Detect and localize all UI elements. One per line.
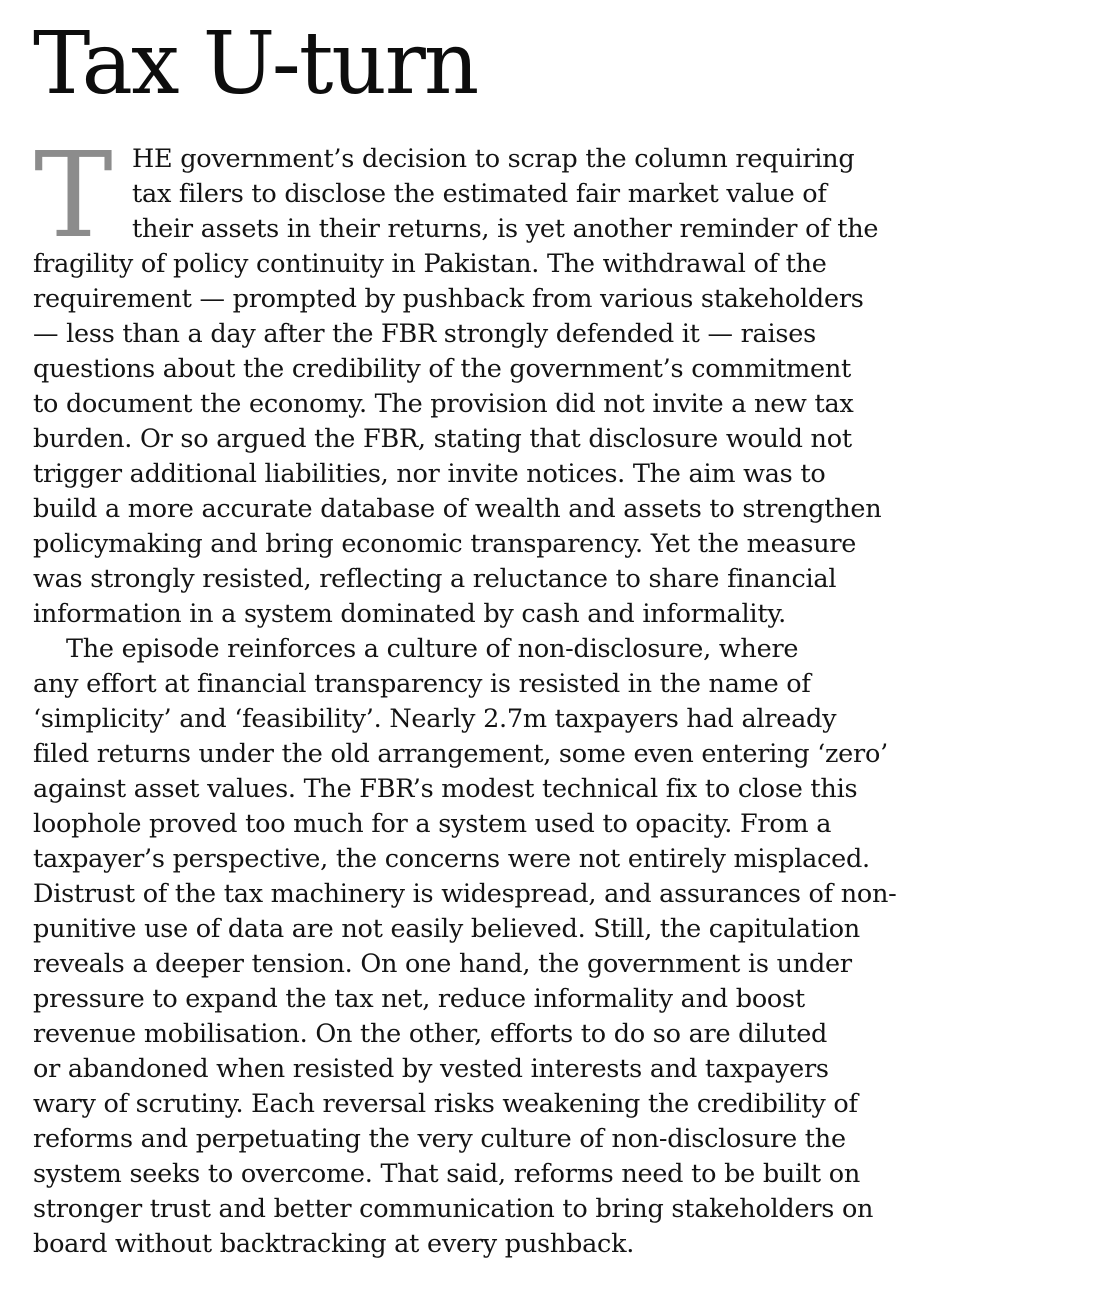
paragraph-line: their assets in their returns, is yet another reminder of the [132,214,879,244]
paragraph-line: board without backtracking at every pushback. [33,1229,635,1259]
paragraph-line: burden. Or so argued the FBR, stating that disclosure would not [33,424,852,454]
paragraph-line: against asset values. The FBR’s modest technical fix to close this [33,774,858,804]
paragraph-line: pressure to expand the tax net, reduce informality and boost [33,984,805,1014]
headline: Tax U-turn [33,14,478,114]
paragraph-line: information in a system dominated by cash and informality. [33,599,786,629]
paragraph-line: or abandoned when resisted by vested interests and taxpayers [33,1054,829,1084]
paragraph-line: stronger trust and better communication to bring stakeholders on [33,1194,874,1224]
paragraph-1 [33,126,1085,632]
paragraph-line: punitive use of data are not easily believed. Still, the capitulation [33,914,860,944]
paragraph-line: reforms and perpetuating the very culture of non-disclosure the [33,1124,846,1154]
drop-cap: T [34,126,113,264]
paragraph-line: loophole proved too much for a system used to opacity. From a [33,809,832,839]
paragraph-line: wary of scrutiny. Each reversal risks weakening the credibility of [33,1089,858,1119]
paragraph-line: Distrust of the tax machinery is widespread, and assurances of non- [33,879,897,909]
paragraph-line: trigger additional liabilities, nor invite notices. The aim was to [33,459,826,489]
editorial-article [33,14,1085,1262]
paragraph-line: to document the economy. The provision did not invite a new tax [33,389,854,419]
paragraph-line: was strongly resisted, reflecting a reluctance to share financial [33,564,837,594]
paragraph-line: ‘simplicity’ and ‘feasibility’. Nearly 2.7m taxpayers had already [33,704,837,734]
paragraph-line: The episode reinforces a culture of non-disclosure, where [66,634,799,664]
paragraph-line: questions about the credibility of the government’s commitment [33,354,852,384]
paragraph-line: revenue mobilisation. On the other, efforts to do so are diluted [33,1019,828,1049]
paragraph-line: taxpayer’s perspective, the concerns were not entirely misplaced. [33,844,870,874]
paragraph-line: tax filers to disclose the estimated fair market value of [132,179,827,209]
paragraph-line: HE government’s decision to scrap the column requiring [132,144,855,174]
paragraph-line: filed returns under the old arrangement, some even entering ‘zero’ [33,739,888,769]
paragraph-line: fragility of policy continuity in Pakistan. The withdrawal of the [33,249,827,279]
paragraph-line: any effort at financial transparency is resisted in the name of [33,669,811,699]
paragraph-line: build a more accurate database of wealth and assets to strengthen [33,494,882,524]
paragraph-2 [33,632,1085,1262]
paragraph-line: — less than a day after the FBR strongly defended it — raises [33,319,816,349]
paragraph-line: system seeks to overcome. That said, reforms need to be built on [33,1159,861,1189]
paragraph-line: reveals a deeper tension. On one hand, the government is under [33,949,852,979]
paragraph-line: policymaking and bring economic transparency. Yet the measure [33,529,857,559]
paragraph-line: requirement — prompted by pushback from various stakeholders [33,284,864,314]
